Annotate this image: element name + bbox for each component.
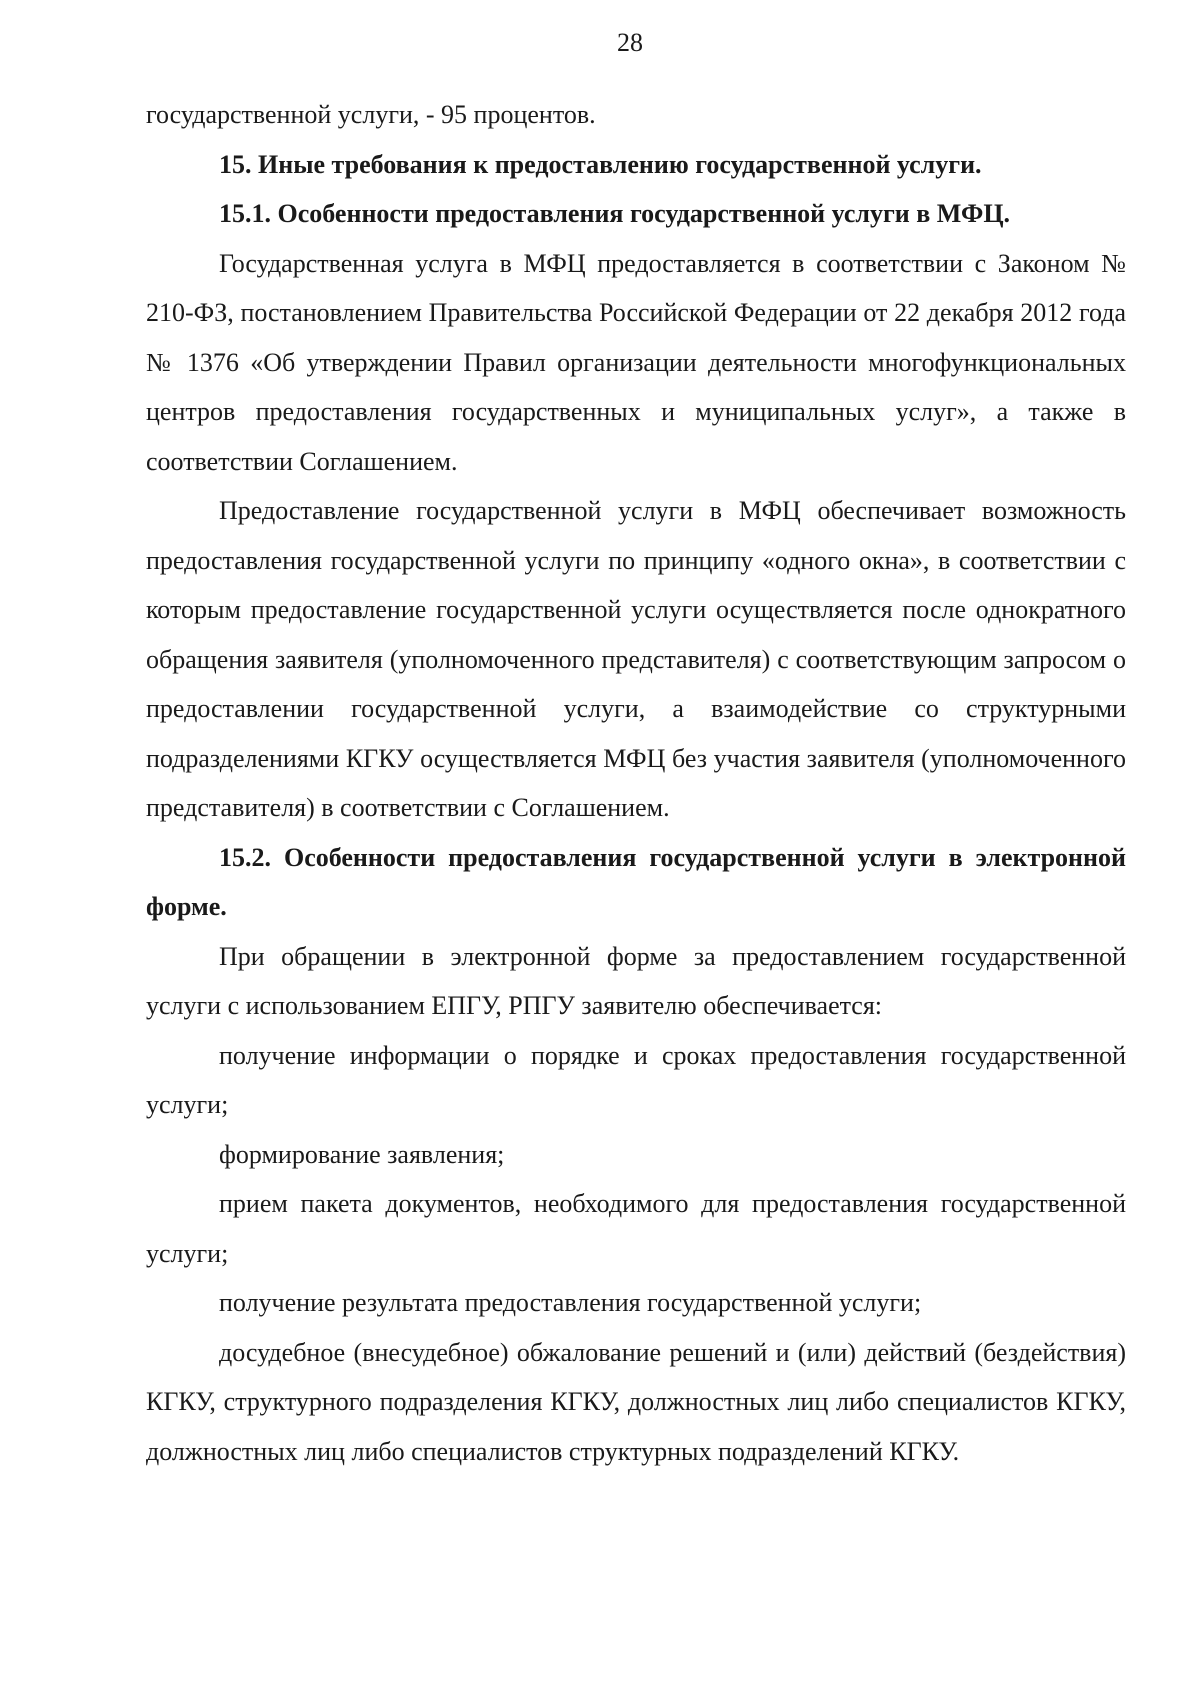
paragraph-mfc-one-window: Предоставление государственной услуги в МФЦ обеспечивает возможность предоставления государственной услуги по принципу «одного окна», в соответствии с которым предоставление государственной услуги осуществляется после однократного обращения заявителя (уполномоченного представителя) с соответствующим запросом о предоставлении государственной услуги, а взаимодействие со структурными подразделениями КГКУ осуществляется МФЦ без участия заявителя (уполномоченного представителя) в соответствии с Соглашением. [146, 496, 1126, 822]
list-item-info: получение информации о порядке и сроках предоставления государственной услуги; [146, 1040, 1126, 1119]
page-number: 28 [617, 28, 643, 57]
paragraph-mfc-law: Государственная услуга в МФЦ предоставляется в соответствии с Законом № 210-ФЗ, постановлением Правительства Российской Федерации от 22 декабря 2012 года № 1376 «Об утверждении Правил организации деятельности многофункциональных центров предоставления государственных и муниципальных услуг», а также в соответствии Соглашением. [146, 248, 1126, 476]
list-item-appeal: досудебное (внесудебное) обжалование решений и (или) действий (бездействия) КГКУ, структурного подразделения КГКУ, должностных лиц либо специалистов КГКУ, должностных лиц либо специалистов структурных подразделений КГКУ. [146, 1337, 1126, 1466]
list-item-documents: прием пакета документов, необходимого для предоставления государственной услуги; [146, 1189, 1126, 1268]
list-item-application: формирование заявления; [219, 1139, 505, 1169]
section-heading-15: 15. Иные требования к предоставлению государственной услуги. [219, 149, 982, 179]
paragraph-intro: государственной услуги, - 95 процентов. [146, 100, 596, 129]
list-item-result: получение результата предоставления государственной услуги; [219, 1288, 922, 1317]
paragraph-electronic-intro: При обращении в электронной форме за предоставлением государственной услуги с использованием ЕПГУ, РПГУ заявителю обеспечивается: [146, 941, 1126, 1020]
page-content [146, 90, 1126, 1476]
section-heading-15-2: 15.2. Особенности предоставления государственной услуги в электронной форме. [146, 842, 1126, 921]
section-heading-15-1: 15.1. Особенности предоставления государственной услуги в МФЦ. [219, 199, 1011, 228]
